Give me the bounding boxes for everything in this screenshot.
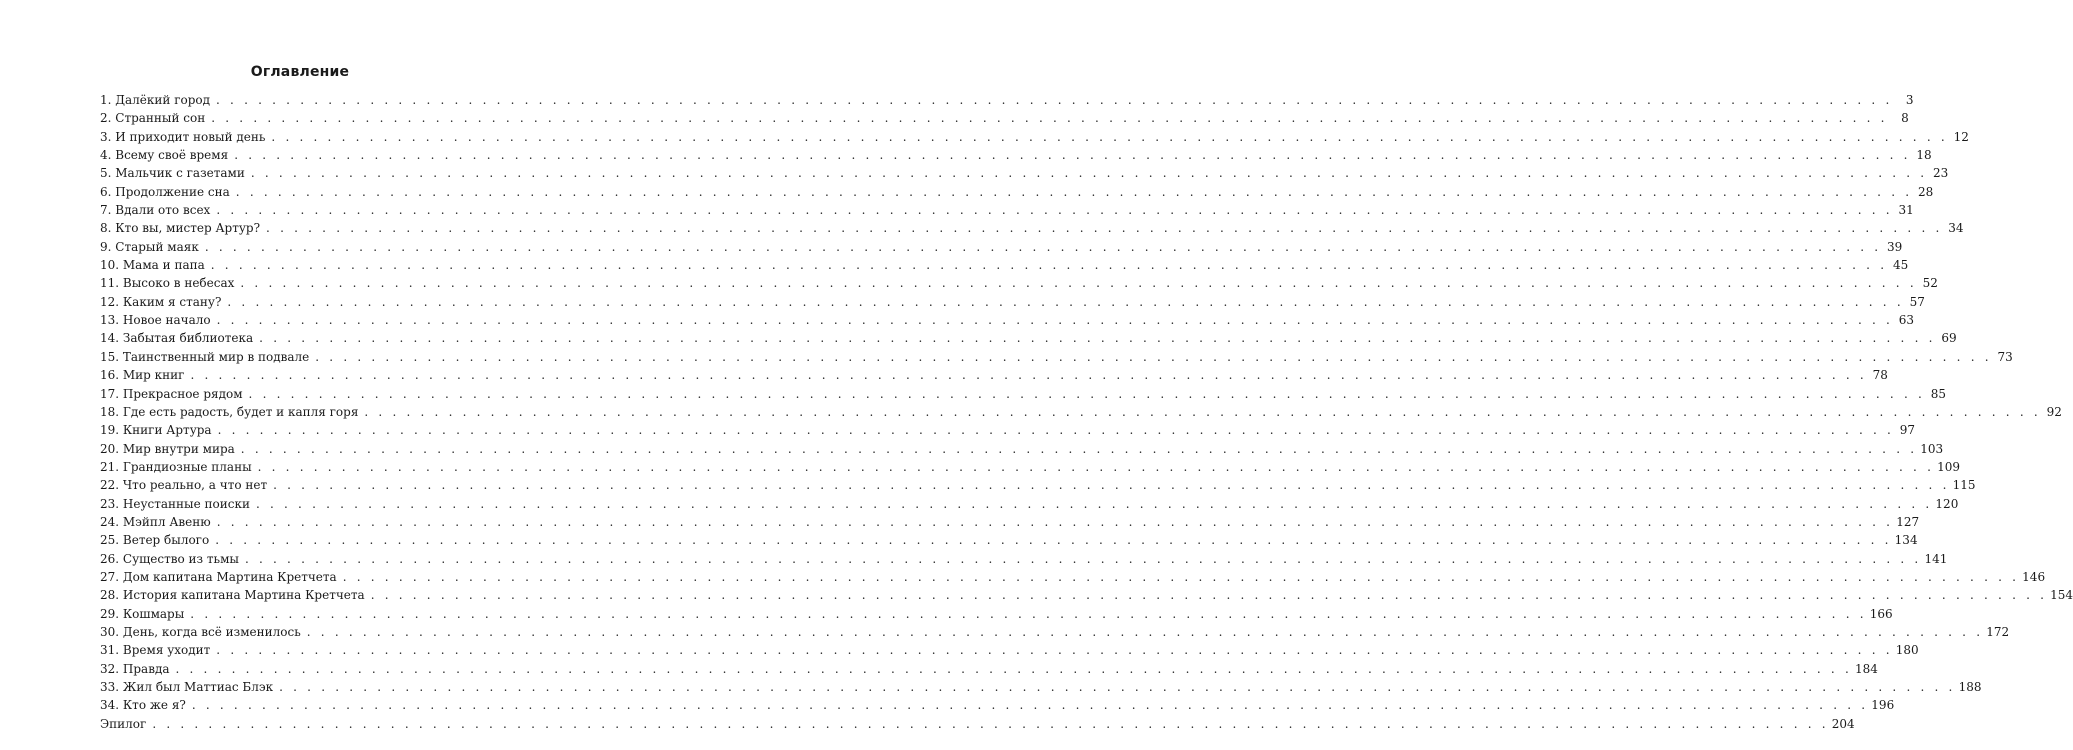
toc-dot-leader: . . . . . . . . . . . . . . . . . . . . . . . . . . . . . . . . . . . . . . . . . . . . . . . . . . . . . . . . . . . . . . . . . . . . . . . . . . . . . . . . . . . . . . . . . . . . . . . . . . . . . . . . . . . . . . . . . . . . . . . . [190, 606, 1867, 621]
toc-entry-page-number: 45 [1892, 258, 1909, 273]
toc-dot-leader: . . . . . . . . . . . . . . . . . . . . . . . . . . . . . . . . . . . . . . . . . . . . . . . . . . . . . . . . . . . . . . . . . . . . . . . . . . . . . . . . . . . . . . . . . . . . . . . . . . . . . . . . . . . . . . . . . . . . . . . . [210, 258, 1888, 273]
toc-entry-page-number: 134 [1894, 533, 1918, 548]
toc-entry-title: 16. Мир книг [100, 368, 185, 383]
toc-dot-leader: . . . . . . . . . . . . . . . . . . . . . . . . . . . . . . . . . . . . . . . . . . . . . . . . . . . . . . . . . . . . . . . . . . . . . . . . . . . . . . . . . . . . . . . . . . . . . . . . . . . . . . . . . . . . . . . . . . . . . . . . [234, 148, 1911, 163]
toc-entry [100, 421, 1916, 439]
toc-dot-leader: . . . . . . . . . . . . . . . . . . . . . . . . . . . . . . . . . . . . . . . . . . . . . . . . . . . . . . . . . . . . . . . . . . . . . . . . . . . . . . . . . . . . . . . . . . . . . . . . . . . . . . . . . . . . . . . . . . . . . . . . [216, 643, 1893, 658]
toc-entry-page-number: 57 [1909, 294, 1925, 309]
toc-dot-leader: . . . . . . . . . . . . . . . . . . . . . . . . . . . . . . . . . . . . . . . . . . . . . . . . . . . . . . . . . . . . . . . . . . . . . . . . . . . . . . . . . . . . . . . . . . . . . . . . . . . . . . . . . . . . . . . . . . . . . . . . [250, 166, 1928, 181]
toc-entry-title: 14. Забытая библиотека [100, 331, 254, 346]
toc-entry-title: 6. Продолжение сна [100, 184, 230, 199]
toc-dot-leader: . . . . . . . . . . . . . . . . . . . . . . . . . . . . . . . . . . . . . . . . . . . . . . . . . . . . . . . . . . . . . . . . . . . . . . . . . . . . . . . . . . . . . . . . . . . . . . . . . . . . . . . . . . . . . . . . . . . . . . . . [190, 368, 1867, 383]
toc-dot-leader: . . . . . . . . . . . . . . . . . . . . . . . . . . . . . . . . . . . . . . . . . . . . . . . . . . . . . . . . . . . . . . . . . . . . . . . . . . . . . . . . . . . . . . . . . . . . . . . . . . . . . . . . . . . . . . . . . . . . . . . . [235, 184, 1913, 199]
toc-dot-leader: . . . . . . . . . . . . . . . . . . . . . . . . . . . . . . . . . . . . . . . . . . . . . . . . . . . . . . . . . . . . . . . . . . . . . . . . . . . . . . . . . . . . . . . . . . . . . . . . . . . . . . . . . . . . . . . . . . . . . . . . [215, 533, 1892, 548]
table-of-contents [100, 91, 2073, 733]
toc-entry [100, 660, 1878, 678]
toc-entry-page-number: 69 [1941, 331, 1957, 346]
toc-entry-title: 22. Что реально, а что нет [100, 478, 268, 493]
toc-entry [100, 678, 1982, 696]
toc-entry-title: 33. Жил был Маттиас Блэк [100, 680, 274, 694]
toc-dot-leader: . . . . . . . . . . . . . . . . . . . . . . . . . . . . . . . . . . . . . . . . . . . . . . . . . . . . . . . . . . . . . . . . . . . . . . . . . . . . . . . . . . . . . . . . . . . . . . . . . . . . . . . . . . . . . . . . . . . . . . . . [191, 698, 1869, 713]
toc-entry [100, 329, 1957, 347]
toc-entry-page-number: 188 [1958, 680, 1982, 694]
toc-entry [100, 605, 1893, 623]
toc-entry-page-number: 127 [1896, 514, 1920, 529]
toc-entry-page-number: 172 [1986, 624, 2010, 639]
toc-entry-title: 29. Кошмары [100, 606, 185, 621]
toc-entry-title: 17. Прекрасное рядом [100, 386, 243, 401]
toc-entry-title: 13. Новое начало [100, 313, 211, 328]
toc-entry-title: 15. Таинственный мир в подвале [100, 349, 310, 364]
toc-dot-leader: . . . . . . . . . . . . . . . . . . . . . . . . . . . . . . . . . . . . . . . . . . . . . . . . . . . . . . . . . . . . . . . . . . . . . . . . . . . . . . . . . . . . . . . . . . . . . . . . . . . . . . . . . . . . . . . . . . . . . . . . [257, 459, 1935, 474]
toc-entry [100, 109, 1909, 127]
toc-entry-page-number: 154 [2050, 588, 2073, 603]
toc-entry-title: 11. Высоко в небесах [100, 276, 235, 291]
toc-entry-page-number: 103 [1920, 441, 1944, 456]
toc-entry-title: 2. Странный сон [100, 111, 206, 126]
toc-entry [100, 238, 1903, 256]
toc-entry-title: 19. Книги Артура [100, 423, 212, 438]
toc-dot-leader: . . . . . . . . . . . . . . . . . . . . . . . . . . . . . . . . . . . . . . . . . . . . . . . . . . . . . . . . . . . . . . . . . . . . . . . . . . . . . . . . . . . . . . . . . . . . . . . . . . . . . . . . . . . . . . . . . . . . . . . . [152, 716, 1829, 731]
toc-entry [100, 164, 1949, 182]
toc-entry [100, 385, 1947, 403]
toc-entry-title: 3. И приходит новый день [100, 129, 266, 144]
toc-entry [100, 586, 2073, 604]
toc-entry [100, 715, 1855, 733]
toc-entry-page-number: 180 [1895, 643, 1919, 658]
toc-entry-page-number: 78 [1872, 368, 1888, 383]
toc-dot-leader: . . . . . . . . . . . . . . . . . . . . . . . . . . . . . . . . . . . . . . . . . . . . . . . . . . . . . . . . . . . . . . . . . . . . . . . . . . . . . . . . . . . . . . . . . . . . . . . . . . . . . . . . . . . . . . . . . . . . . . . . [370, 588, 2048, 603]
toc-entry-title: 9. Старый маяк [100, 239, 199, 254]
toc-entry [100, 623, 2010, 641]
toc-entry [100, 513, 1920, 531]
toc-entry-page-number: 39 [1887, 239, 1903, 254]
toc-entry-title: 32. Правда [100, 661, 170, 676]
toc-entry [100, 219, 1964, 237]
toc-entry-title: 23. Неустанные поиски [100, 496, 250, 511]
toc-entry [100, 366, 1888, 384]
toc-entry-page-number: 3 [1905, 93, 1914, 107]
toc-dot-leader: . . . . . . . . . . . . . . . . . . . . . . . . . . . . . . . . . . . . . . . . . . . . . . . . . . . . . . . . . . . . . . . . . . . . . . . . . . . . . . . . . . . . . . . . . . . . . . . . . . . . . . . . . . . . . . . . . . . . . . . . [240, 441, 1918, 456]
toc-entry [100, 458, 1960, 476]
toc-entry-page-number: 141 [1924, 551, 1948, 566]
toc-entry-page-number: 34 [1948, 221, 1964, 236]
toc-dot-leader: . . . . . . . . . . . . . . . . . . . . . . . . . . . . . . . . . . . . . . . . . . . . . . . . . . . . . . . . . . . . . . . . . . . . . . . . . . . . . . . . . . . . . . . . . . . . . . . . . . . . . . . . . . . . . . . . . . . . . . . . [216, 203, 1893, 218]
toc-entry-page-number: 8 [1901, 111, 1909, 126]
toc-entry-page-number: 146 [2022, 569, 2046, 584]
toc-entry-page-number: 85 [1930, 386, 1947, 401]
toc-dot-leader: . . . . . . . . . . . . . . . . . . . . . . . . . . . . . . . . . . . . . . . . . . . . . . . . . . . . . . . . . . . . . . . . . . . . . . . . . . . . . . . . . . . . . . . . . . . . . . . . . . . . . . . . . . . . . . . . . . . . . . . . [279, 680, 1956, 694]
toc-dot-leader: . . . . . . . . . . . . . . . . . . . . . . . . . . . . . . . . . . . . . . . . . . . . . . . . . . . . . . . . . . . . . . . . . . . . . . . . . . . . . . . . . . . . . . . . . . . . . . . . . . . . . . . . . . . . . . . . . . . . . . . . [255, 496, 1933, 511]
toc-entry [100, 311, 1915, 329]
toc-entry-title: 4. Всему своё время [100, 148, 229, 163]
toc-entry-page-number: 92 [2046, 404, 2062, 419]
toc-entry-page-number: 120 [1935, 496, 1959, 511]
toc-dot-leader: . . . . . . . . . . . . . . . . . . . . . . . . . . . . . . . . . . . . . . . . . . . . . . . . . . . . . . . . . . . . . . . . . . . . . . . . . . . . . . . . . . . . . . . . . . . . . . . . . . . . . . . . . . . . . . . . . . . . . . . . [216, 313, 1894, 328]
toc-dot-leader: . . . . . . . . . . . . . . . . . . . . . . . . . . . . . . . . . . . . . . . . . . . . . . . . . . . . . . . . . . . . . . . . . . . . . . . . . . . . . . . . . . . . . . . . . . . . . . . . . . . . . . . . . . . . . . . . . . . . . . . . [216, 93, 1893, 107]
toc-entry [100, 696, 1895, 714]
toc-entry [100, 495, 1959, 513]
toc-dot-leader: . . . . . . . . . . . . . . . . . . . . . . . . . . . . . . . . . . . . . . . . . . . . . . . . . . . . . . . . . . . . . . . . . . . . . . . . . . . . . . . . . . . . . . . . . . . . . . . . . . . . . . . . . . . . . . . . . . . . . . . . [244, 551, 1922, 566]
toc-entry-page-number: 28 [1917, 184, 1934, 199]
toc-entry-title: 25. Ветер былого [100, 533, 210, 548]
toc-dot-leader: . . . . . . . . . . . . . . . . . . . . . . . . . . . . . . . . . . . . . . . . . . . . . . . . . . . . . . . . . . . . . . . . . . . . . . . . . . . . . . . . . . . . . . . . . . . . . . . . . . . . . . . . . . . . . . . . . . . . . . . . [240, 276, 1917, 291]
toc-entry-title: Эпилог [100, 716, 147, 731]
toc-entry-title: 20. Мир внутри мира [100, 441, 235, 456]
toc-dot-leader: . . . . . . . . . . . . . . . . . . . . . . . . . . . . . . . . . . . . . . . . . . . . . . . . . . . . . . . . . . . . . . . . . . . . . . . . . . . . . . . . . . . . . . . . . . . . . . . . . . . . . . . . . . . . . . . . . . . . . . . . [248, 386, 1926, 401]
toc-entry-title: 5. Мальчик с газетами [100, 166, 245, 181]
toc-entry [100, 274, 1938, 292]
toc-entry-title: 24. Мэйпл Авеню [100, 514, 211, 529]
toc-entry-title: 27. Дом капитана Мартина Кретчета [100, 569, 337, 584]
toc-entry [100, 641, 1919, 659]
toc-entry-page-number: 184 [1854, 661, 1878, 676]
toc-entry-page-number: 73 [1997, 349, 2013, 364]
toc-entry-page-number: 18 [1916, 148, 1932, 163]
toc-dot-leader: . . . . . . . . . . . . . . . . . . . . . . . . . . . . . . . . . . . . . . . . . . . . . . . . . . . . . . . . . . . . . . . . . . . . . . . . . . . . . . . . . . . . . . . . . . . . . . . . . . . . . . . . . . . . . . . . . . . . . . . . [273, 478, 1950, 493]
toc-entry-page-number: 97 [1899, 423, 1916, 438]
toc-entry-page-number: 31 [1898, 203, 1914, 218]
toc-entry [100, 91, 1914, 109]
toc-entry [100, 183, 1934, 201]
toc-dot-leader: . . . . . . . . . . . . . . . . . . . . . . . . . . . . . . . . . . . . . . . . . . . . . . . . . . . . . . . . . . . . . . . . . . . . . . . . . . . . . . . . . . . . . . . . . . . . . . . . . . . . . . . . . . . . . . . . . . . . . . . . [342, 569, 2020, 584]
toc-entry-title: 34. Кто же я? [100, 698, 186, 713]
toc-entry-title: 26. Существо из тьмы [100, 551, 239, 566]
toc-entry-title: 7. Вдали ото всех [100, 203, 211, 218]
toc-entry [100, 568, 2046, 586]
toc-entry-page-number: 52 [1922, 276, 1938, 291]
toc-entry-page-number: 23 [1933, 166, 1949, 181]
toc-entry [100, 550, 1948, 568]
toc-entry [100, 440, 1944, 458]
toc-dot-leader: . . . . . . . . . . . . . . . . . . . . . . . . . . . . . . . . . . . . . . . . . . . . . . . . . . . . . . . . . . . . . . . . . . . . . . . . . . . . . . . . . . . . . . . . . . . . . . . . . . . . . . . . . . . . . . . . . . . . . . . . [315, 349, 1992, 364]
page-title: Оглавление [250, 64, 350, 80]
toc-entry-title: 12. Каким я стану? [100, 294, 222, 309]
toc-dot-leader: . . . . . . . . . . . . . . . . . . . . . . . . . . . . . . . . . . . . . . . . . . . . . . . . . . . . . . . . . . . . . . . . . . . . . . . . . . . . . . . . . . . . . . . . . . . . . . . . . . . . . . . . . . . . . . . . . . . . . . . . [271, 129, 1948, 144]
toc-entry-title: 30. День, когда всё изменилось [100, 624, 301, 639]
toc-dot-leader: . . . . . . . . . . . . . . . . . . . . . . . . . . . . . . . . . . . . . . . . . . . . . . . . . . . . . . . . . . . . . . . . . . . . . . . . . . . . . . . . . . . . . . . . . . . . . . . . . . . . . . . . . . . . . . . . . . . . . . . . [306, 624, 1984, 639]
toc-entry-page-number: 12 [1953, 129, 1969, 144]
toc-entry [100, 128, 1969, 146]
toc-entry [100, 201, 1914, 219]
toc-entry-page-number: 166 [1869, 606, 1893, 621]
toc-entry [100, 348, 2013, 366]
toc-entry-title: 28. История капитана Мартина Кретчета [100, 588, 365, 603]
toc-dot-leader: . . . . . . . . . . . . . . . . . . . . . . . . . . . . . . . . . . . . . . . . . . . . . . . . . . . . . . . . . . . . . . . . . . . . . . . . . . . . . . . . . . . . . . . . . . . . . . . . . . . . . . . . . . . . . . . . . . . . . . . . [175, 661, 1852, 676]
toc-dot-leader: . . . . . . . . . . . . . . . . . . . . . . . . . . . . . . . . . . . . . . . . . . . . . . . . . . . . . . . . . . . . . . . . . . . . . . . . . . . . . . . . . . . . . . . . . . . . . . . . . . . . . . . . . . . . . . . . . . . . . . . . [227, 294, 1904, 309]
toc-entry [100, 476, 1976, 494]
toc-entry-page-number: 196 [1871, 698, 1895, 713]
toc-entry-title: 18. Где есть радость, будет и капля горя [100, 404, 359, 419]
toc-entry-title: 1. Далёкий город [100, 93, 211, 107]
toc-entry-page-number: 204 [1831, 716, 1855, 731]
toc-entry-page-number: 109 [1937, 459, 1960, 474]
toc-dot-leader: . . . . . . . . . . . . . . . . . . . . . . . . . . . . . . . . . . . . . . . . . . . . . . . . . . . . . . . . . . . . . . . . . . . . . . . . . . . . . . . . . . . . . . . . . . . . . . . . . . . . . . . . . . . . . . . . . . . . . . . . [217, 423, 1895, 438]
toc-entry [100, 146, 1932, 164]
toc-dot-leader: . . . . . . . . . . . . . . . . . . . . . . . . . . . . . . . . . . . . . . . . . . . . . . . . . . . . . . . . . . . . . . . . . . . . . . . . . . . . . . . . . . . . . . . . . . . . . . . . . . . . . . . . . . . . . . . . . . . . . . . . [211, 111, 1888, 126]
toc-entry-title: 21. Грандиозные планы [100, 459, 252, 474]
toc-entry-title: 31. Время уходит [100, 643, 211, 658]
toc-dot-leader: . . . . . . . . . . . . . . . . . . . . . . . . . . . . . . . . . . . . . . . . . . . . . . . . . . . . . . . . . . . . . . . . . . . . . . . . . . . . . . . . . . . . . . . . . . . . . . . . . . . . . . . . . . . . . . . . . . . . . . . . [216, 514, 1894, 529]
toc-entry-page-number: 115 [1952, 478, 1976, 493]
toc-dot-leader: . . . . . . . . . . . . . . . . . . . . . . . . . . . . . . . . . . . . . . . . . . . . . . . . . . . . . . . . . . . . . . . . . . . . . . . . . . . . . . . . . . . . . . . . . . . . . . . . . . . . . . . . . . . . . . . . . . . . . . . . [259, 331, 1936, 346]
toc-dot-leader: . . . . . . . . . . . . . . . . . . . . . . . . . . . . . . . . . . . . . . . . . . . . . . . . . . . . . . . . . . . . . . . . . . . . . . . . . . . . . . . . . . . . . . . . . . . . . . . . . . . . . . . . . . . . . . . . . . . . . . . . [204, 239, 1882, 254]
toc-entry-title: 8. Кто вы, мистер Артур? [100, 221, 261, 236]
toc-dot-leader: . . . . . . . . . . . . . . . . . . . . . . . . . . . . . . . . . . . . . . . . . . . . . . . . . . . . . . . . . . . . . . . . . . . . . . . . . . . . . . . . . . . . . . . . . . . . . . . . . . . . . . . . . . . . . . . . . . . . . . . . [266, 221, 1943, 236]
toc-entry [100, 256, 1909, 274]
toc-entry [100, 293, 1925, 311]
toc-entry [100, 531, 1918, 549]
toc-entry-page-number: 63 [1898, 313, 1915, 328]
toc-entry [100, 403, 2062, 421]
toc-entry-title: 10. Мама и папа [100, 258, 205, 273]
toc-dot-leader: . . . . . . . . . . . . . . . . . . . . . . . . . . . . . . . . . . . . . . . . . . . . . . . . . . . . . . . . . . . . . . . . . . . . . . . . . . . . . . . . . . . . . . . . . . . . . . . . . . . . . . . . . . . . . . . . . . . . . . . . [364, 404, 2041, 419]
